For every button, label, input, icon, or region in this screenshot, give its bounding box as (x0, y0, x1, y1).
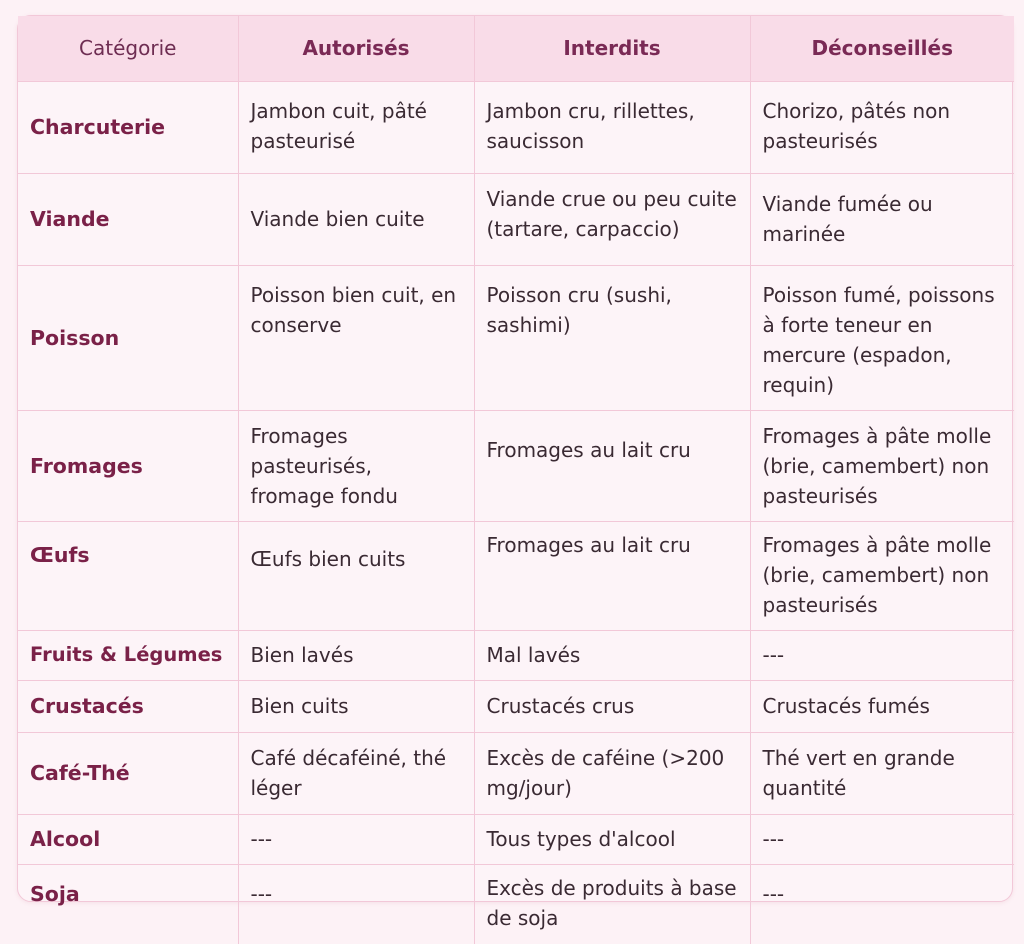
row-category: Œufs (18, 521, 238, 630)
cell-discouraged: Fromages à pâte molle (brie, camembert) non pasteurisés (750, 521, 1014, 630)
row-category: Fromages (18, 410, 238, 521)
table-row (18, 732, 1014, 814)
table-row (18, 630, 1014, 680)
header-category: Catégorie (18, 16, 238, 81)
cell-forbidden: Tous types d'alcool (474, 814, 750, 864)
cell-allowed: Viande bien cuite (238, 173, 474, 265)
cell-forbidden: Fromages au lait cru (474, 410, 750, 521)
cell-forbidden: Excès de caféine (>200 mg/jour) (474, 732, 750, 814)
table-row (18, 81, 1014, 173)
food-table-card (17, 15, 1013, 930)
header-row (18, 16, 1014, 81)
food-safety-table (18, 16, 1014, 944)
cell-discouraged: --- (750, 814, 1014, 864)
row-category: Soja (18, 864, 238, 944)
cell-discouraged: Chorizo, pâtés non pasteurisés (750, 81, 1014, 173)
row-category: Alcool (18, 814, 238, 864)
cell-allowed: --- (238, 814, 474, 864)
cell-allowed: Café décaféiné, thé léger (238, 732, 474, 814)
cell-discouraged: Viande fumée ou marinée (750, 173, 1014, 265)
header-forbidden: Interdits (474, 16, 750, 81)
cell-forbidden: Crustacés crus (474, 680, 750, 732)
row-category: Fruits & Légumes (18, 630, 238, 680)
table-row (18, 864, 1014, 944)
cell-forbidden: Mal lavés (474, 630, 750, 680)
header-allowed: Autorisés (238, 16, 474, 81)
row-category: Poisson (18, 265, 238, 410)
cell-forbidden: Jambon cru, rillettes, saucisson (474, 81, 750, 173)
row-category: Viande (18, 173, 238, 265)
cell-forbidden: Fromages au lait cru (474, 521, 750, 630)
cell-allowed: Bien cuits (238, 680, 474, 732)
row-category: Charcuterie (18, 81, 238, 173)
cell-allowed: --- (238, 864, 474, 944)
table-row (18, 173, 1014, 265)
table-row (18, 521, 1014, 630)
cell-allowed: Jambon cuit, pâté pasteurisé (238, 81, 474, 173)
table-row (18, 265, 1014, 410)
cell-discouraged: --- (750, 864, 1014, 944)
row-category: Café-Thé (18, 732, 238, 814)
cell-discouraged: Fromages à pâte molle (brie, camembert) non pasteurisés (750, 410, 1014, 521)
cell-discouraged: Crustacés fumés (750, 680, 1014, 732)
cell-discouraged: Thé vert en grande quantité (750, 732, 1014, 814)
table-row (18, 814, 1014, 864)
cell-forbidden: Excès de produits à base de soja (474, 864, 750, 944)
cell-allowed: Bien lavés (238, 630, 474, 680)
table-row (18, 410, 1014, 521)
cell-discouraged: --- (750, 630, 1014, 680)
cell-discouraged: Poisson fumé, poissons à forte teneur en mercure (espadon, requin) (750, 265, 1014, 410)
header-discouraged: Déconseillés (750, 16, 1014, 81)
cell-allowed: Fromages pasteurisés, fromage fondu (238, 410, 474, 521)
cell-forbidden: Viande crue ou peu cuite (tartare, carpaccio) (474, 173, 750, 265)
cell-allowed: Œufs bien cuits (238, 521, 474, 630)
cell-forbidden: Poisson cru (sushi, sashimi) (474, 265, 750, 410)
table-row (18, 680, 1014, 732)
row-category: Crustacés (18, 680, 238, 732)
cell-allowed: Poisson bien cuit, en conserve (238, 265, 474, 410)
